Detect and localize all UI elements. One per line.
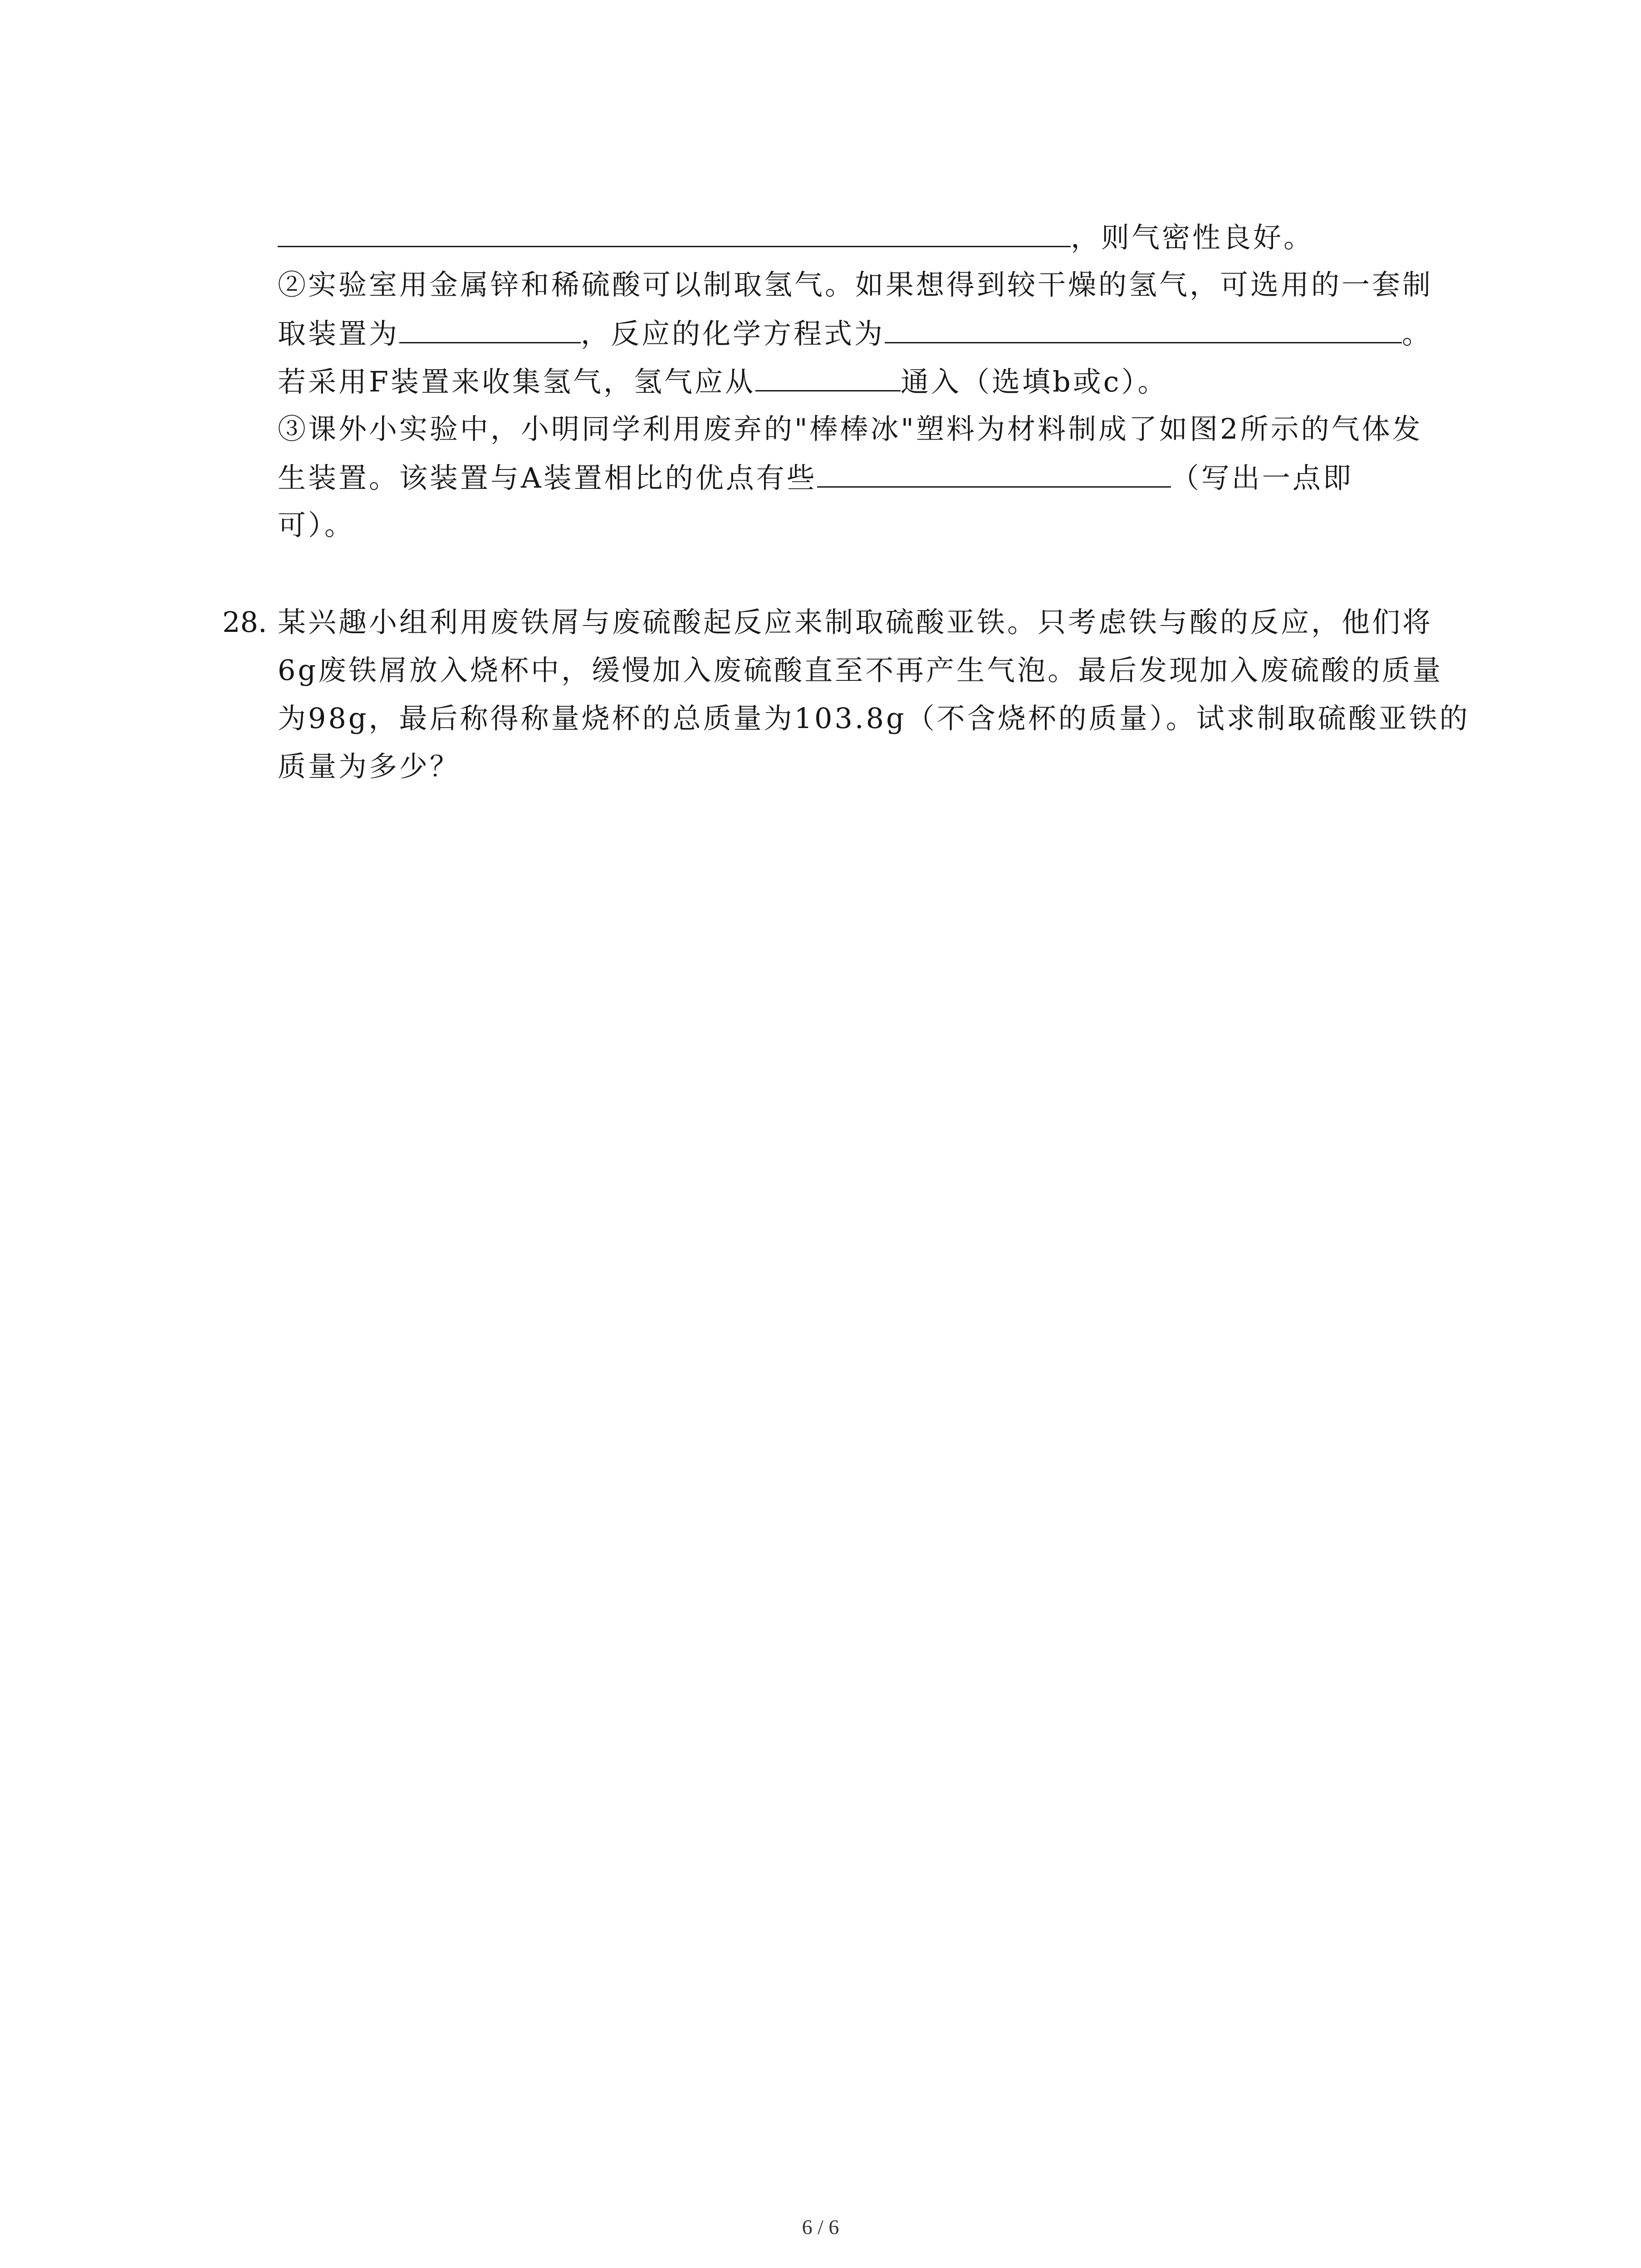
question-text-line [278, 652, 1443, 689]
text-segment: 质量为多少？ [278, 750, 460, 783]
answer-blank[interactable] [885, 315, 1402, 343]
text-line [278, 507, 355, 543]
text-segment: 为98g，最后称得称量烧杯的总质量为103.8g（不含烧杯的质量）。试求制取硫酸亚铁的 [278, 702, 1470, 735]
text-segment: 若采用F装置来收集氢气，氢气应从 [278, 365, 756, 398]
text-line [278, 411, 1422, 447]
text-segment: ，反应的化学方程式为 [581, 317, 885, 350]
answer-blank[interactable] [817, 459, 1171, 488]
text-segment: （写出一点即 [1171, 461, 1353, 494]
question-text-line [278, 748, 460, 785]
text-line [278, 459, 1353, 496]
text-line [278, 315, 1432, 352]
text-segment: 可）。 [278, 508, 355, 542]
answer-blank[interactable] [278, 219, 1071, 247]
text-line [278, 219, 1314, 256]
question-number: 28. [222, 606, 267, 639]
answer-blank[interactable] [399, 315, 581, 343]
text-segment: 某兴趣小组利用废铁屑与废硫酸起反应来制取硫酸亚铁。只考虑铁与酸的反应，他们将 [278, 606, 1433, 639]
question-text-line [278, 604, 1433, 640]
text-segment: ②实验室用金属锌和稀硫酸可以制取氢气。如果想得到较干燥的氢气，可选用的一套制 [278, 268, 1433, 301]
text-segment: ③课外小实验中，小明同学利用废弃的"棒棒冰"塑料为材料制成了如图2所示的气体发 [278, 412, 1423, 445]
text-segment: 取装置为 [278, 317, 400, 350]
text-segment: 。 [1402, 317, 1433, 350]
text-segment: 通入（选填b或c）。 [901, 365, 1168, 398]
text-segment: 6g废铁屑放入烧杯中，缓慢加入废硫酸直至不再产生气泡。最后发现加入废硫酸的质量 [278, 654, 1443, 687]
text-line [278, 267, 1433, 303]
page-number: 6 / 6 [802, 2215, 839, 2239]
text-segment: 生装置。该装置与A装置相比的优点有些 [278, 461, 817, 494]
answer-blank[interactable] [755, 363, 901, 391]
text-line [278, 363, 1168, 400]
question-text-line [278, 700, 1470, 737]
text-segment: ，则气密性良好。 [1071, 221, 1314, 254]
